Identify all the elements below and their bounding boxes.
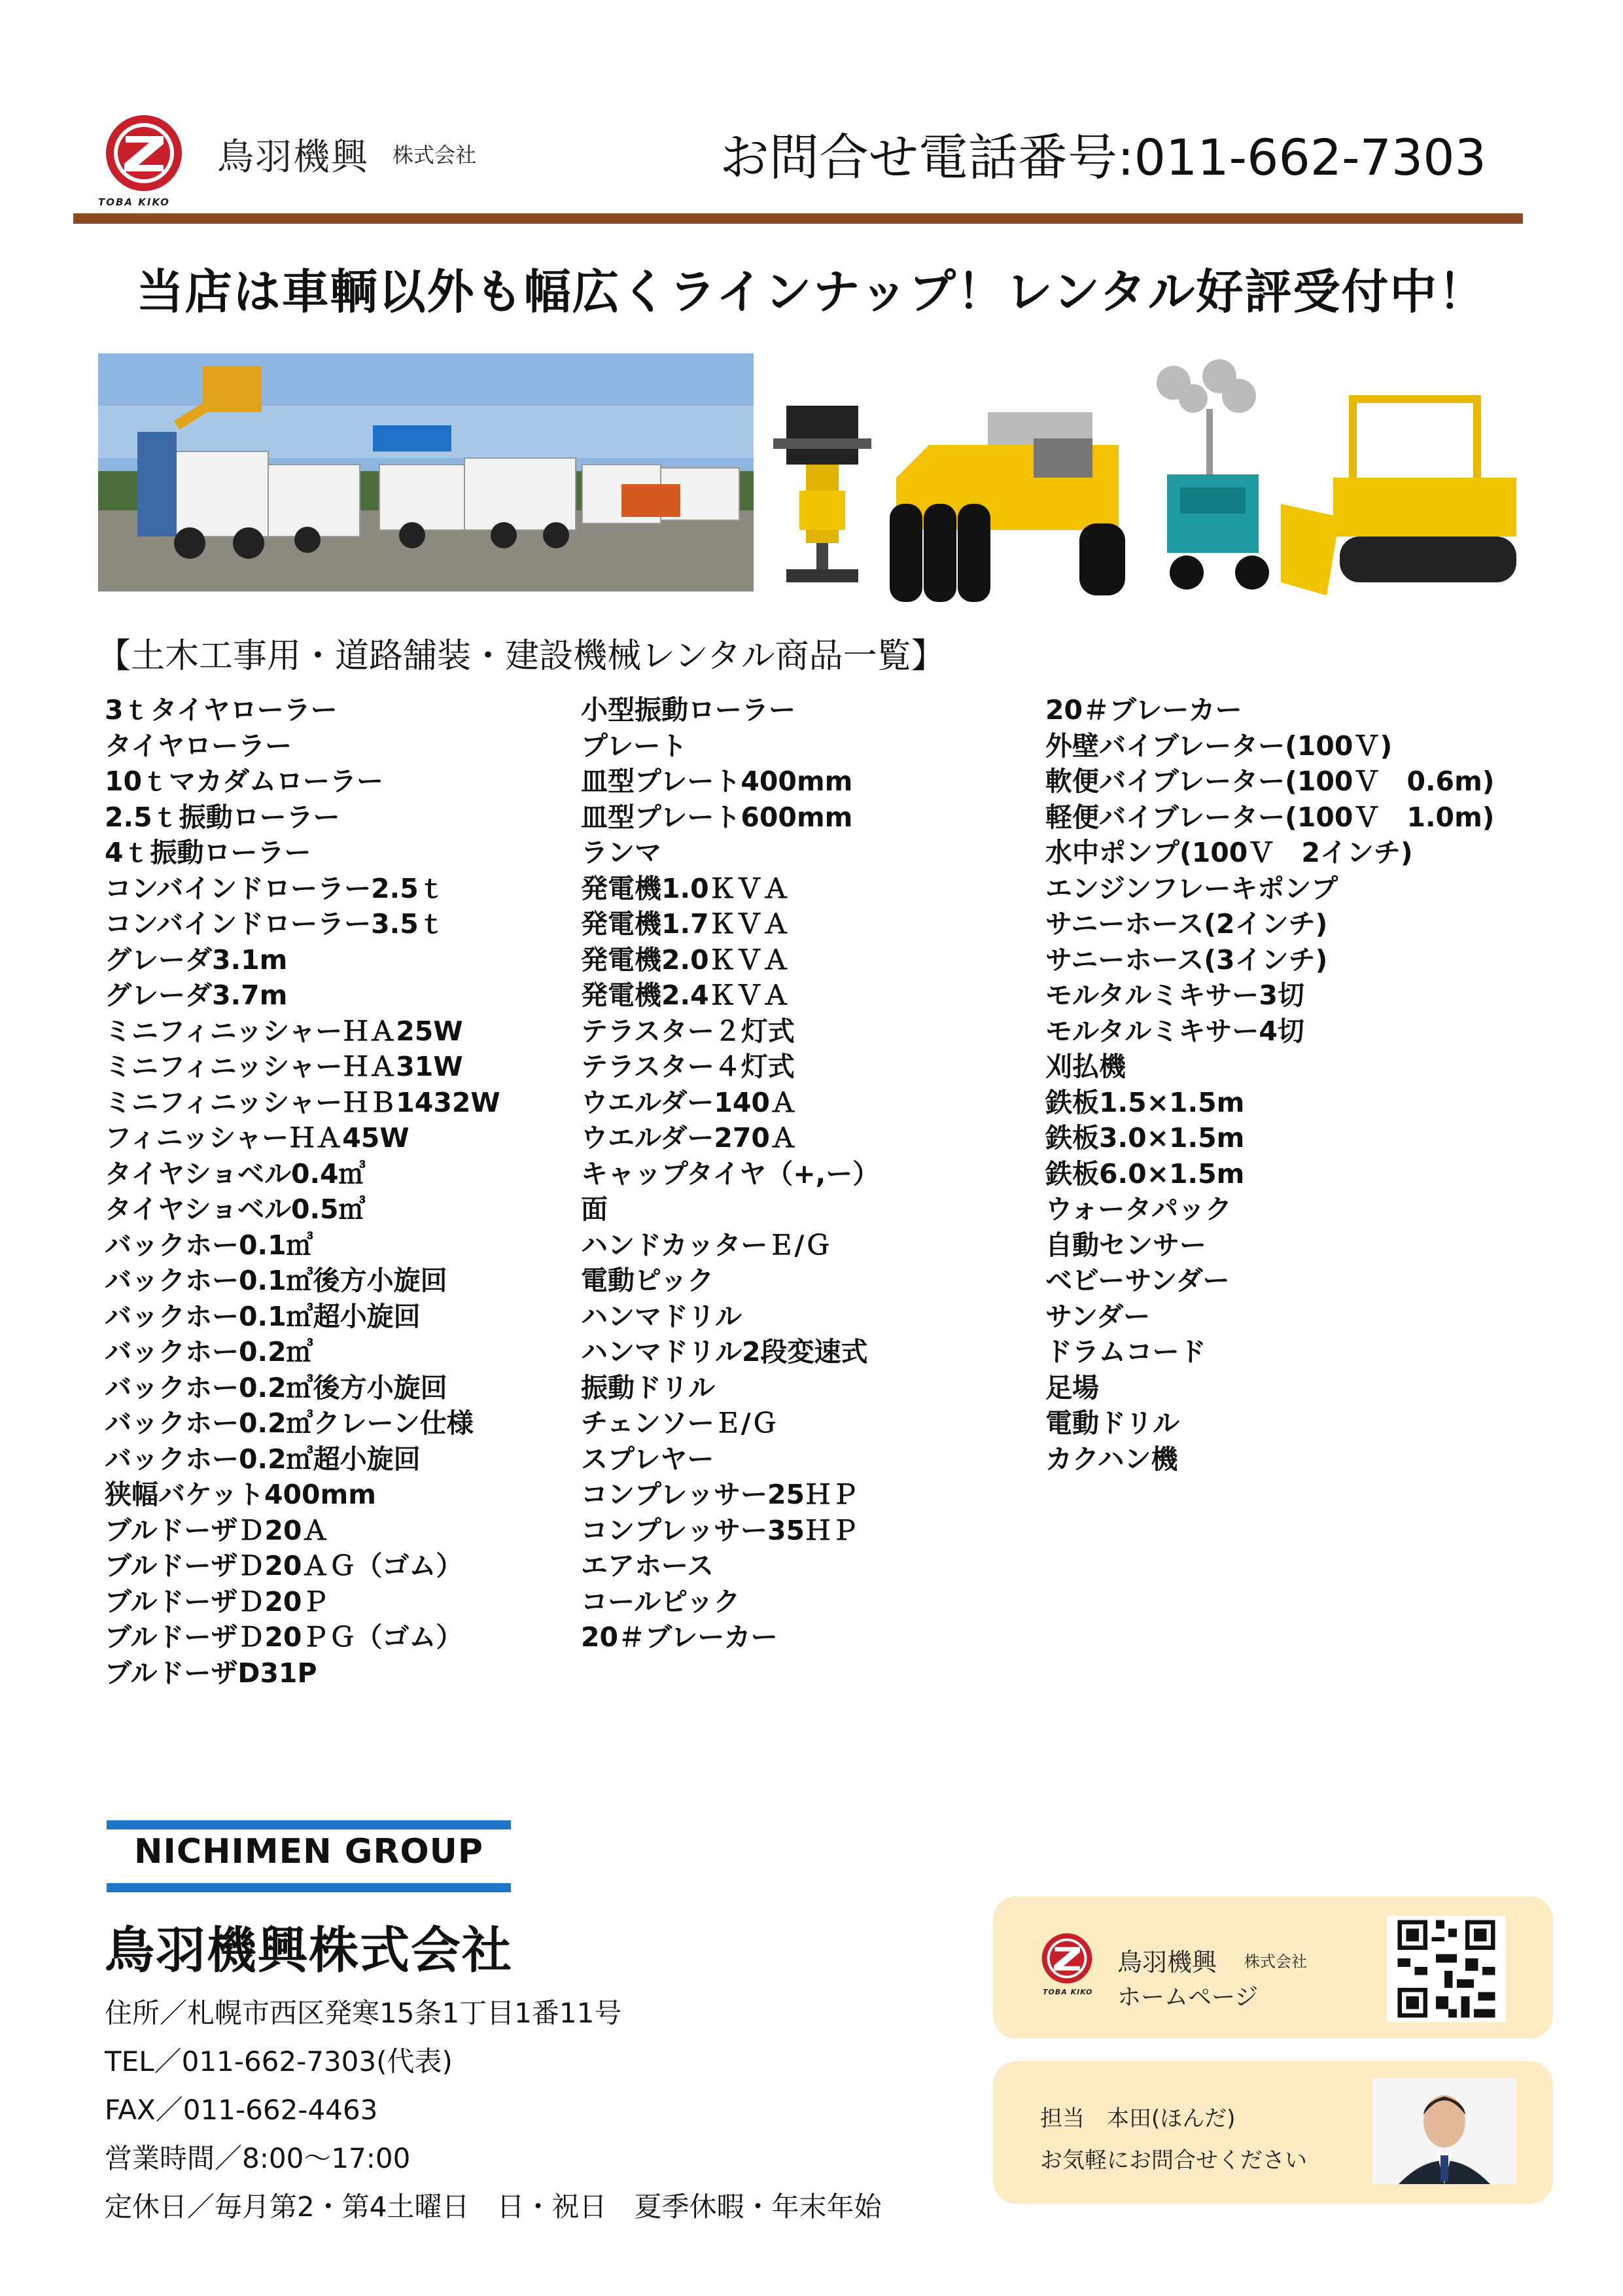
list-item: ハンマドリル2段変速式 <box>581 1336 868 1368</box>
bulldozer-photo <box>1281 386 1529 602</box>
list-item: コンプレッサー25ＨＰ <box>581 1479 859 1510</box>
staff-photo <box>1372 2078 1516 2184</box>
list-item: 軟便バイブレーター(100Ｖ 0.6m) <box>1045 766 1495 797</box>
list-item: グレーダ3.7m <box>105 980 288 1011</box>
list-item: スプレヤー <box>581 1443 714 1475</box>
list-item: ブルドーザD31P <box>105 1657 317 1689</box>
list-item: 足場 <box>1045 1371 1099 1404</box>
staff-name: 担当 本田(ほんだ) <box>1040 2106 1236 2132</box>
contact-info <box>105 1989 881 2231</box>
list-item: ドラムコード <box>1045 1336 1206 1368</box>
tel: TEL／011-662-7303(代表) <box>105 2045 453 2077</box>
list-item: 発電機2.0ＫＶＡ <box>581 944 790 976</box>
list-item: タイヤローラー <box>105 730 292 762</box>
list-item: テラスター２灯式 <box>581 1015 795 1047</box>
list-item: コールピック <box>581 1585 741 1617</box>
list-item: エンジンフレーキポンプ <box>1045 872 1338 904</box>
list-item: 鉄板3.0×1.5m <box>1045 1122 1245 1154</box>
list-item: ミニフィニッシャーＨＡ31W <box>105 1051 463 1082</box>
list-item: ハンドカッターＥ/Ｇ <box>581 1229 831 1261</box>
holidays: 定休日／毎月第2・第4土曜日 日・祝日 夏季休暇・年末年始 <box>105 2191 882 2223</box>
list-item: ブルドーザＤ20Ｐ <box>105 1585 329 1617</box>
list-item: 狭幅バケット400mm <box>105 1479 376 1510</box>
list-item: 2.5ｔ振動ローラー <box>105 801 340 833</box>
list-item: ウエルダー270Ａ <box>581 1122 797 1154</box>
list-item: 自動センサー <box>1045 1229 1206 1261</box>
list-item: 3ｔタイヤローラー <box>105 694 338 726</box>
contact-phone: お問合せ電話番号:011-662-7303 <box>720 128 1486 186</box>
list-item: 20＃ブレーカー <box>581 1621 778 1653</box>
list-item: エアホース <box>581 1550 714 1581</box>
list-item: コンバインドローラー2.5ｔ <box>105 872 445 904</box>
list-item: 外壁バイブレーター(100Ｖ) <box>1045 730 1393 762</box>
list-item: 20＃ブレーカー <box>1045 694 1242 726</box>
list-item: カクハン機 <box>1045 1443 1178 1475</box>
product-column-1 <box>105 692 500 1691</box>
logo-subtext: TOBA KIKO <box>98 196 170 208</box>
list-item: ブルドーザＤ20ＡＧ（ゴム） <box>105 1550 463 1581</box>
nichimen-group-logo <box>107 1820 511 1892</box>
list-item: ミニフィニッシャーＨＡ25W <box>105 1015 463 1047</box>
toba-kiko-logo-icon <box>1040 1932 1094 1985</box>
list-title: 【土木工事用・道路舗装・建設機械レンタル商品一覧】 <box>97 637 945 676</box>
list-item: バックホー0.1㎥超小旋回 <box>105 1300 421 1332</box>
list-item: バックホー0.2㎥ <box>105 1336 313 1368</box>
list-item: 皿型プレート400mm <box>581 766 853 797</box>
list-item: サニーホース(2インチ) <box>1045 908 1328 940</box>
rammer-photo <box>760 399 884 593</box>
light-tower-photo <box>1141 357 1285 599</box>
list-item: ミニフィニッシャーＨＢ1432W <box>105 1086 500 1118</box>
list-item: モルタルミキサー4切 <box>1045 1015 1304 1047</box>
qr-code-icon[interactable] <box>1387 1916 1506 2022</box>
list-item: コンプレッサー35ＨＰ <box>581 1514 859 1546</box>
staff-message: お気軽にお問合せください <box>1040 2147 1307 2174</box>
list-item: ブルドーザＤ20ＰＧ（ゴム） <box>105 1621 463 1653</box>
headline: 当店は車輌以外も幅広くラインナップ！レンタル好評受付中！ <box>136 264 1487 319</box>
list-item: 電動ドリル <box>1045 1407 1179 1439</box>
list-item: 鉄板1.5×1.5m <box>1045 1086 1245 1118</box>
list-item: バックホー0.2㎥クレーン仕様 <box>105 1407 474 1439</box>
list-item: 発電機1.7ＫＶＡ <box>581 908 790 940</box>
homepage-card[interactable] <box>993 1896 1553 2039</box>
list-item: プレート <box>581 730 688 762</box>
list-item: 面 <box>581 1193 608 1225</box>
product-column-2 <box>581 692 879 1655</box>
list-item: タイヤショベル0.5㎥ <box>105 1193 366 1225</box>
company-name: 鳥羽機興 <box>217 136 369 179</box>
staff-card <box>993 2061 1553 2204</box>
group-name: NICHIMEN GROUP <box>133 1832 484 1871</box>
list-item: バックホー0.1㎥後方小旋回 <box>105 1265 447 1296</box>
list-item: 鉄板6.0×1.5m <box>1045 1157 1245 1190</box>
list-item: サニーホース(3インチ) <box>1045 944 1328 976</box>
list-item: 10ｔマカダムローラー <box>105 766 384 797</box>
list-item: サンダー <box>1045 1300 1151 1332</box>
list-item: テラスター４灯式 <box>581 1051 795 1082</box>
list-item: コンバインドローラー3.5ｔ <box>105 908 445 940</box>
list-item: ブルドーザＤ20Ａ <box>105 1514 329 1546</box>
list-item: 振動ドリル <box>581 1371 715 1404</box>
list-item: タイヤショベル0.4㎥ <box>105 1157 366 1190</box>
list-item: バックホー0.1㎥ <box>105 1229 313 1261</box>
list-item: チェンソーＥ/Ｇ <box>581 1407 778 1439</box>
list-item: 小型振動ローラー <box>581 694 795 726</box>
company-suffix: 株式会社 <box>393 143 477 168</box>
list-item: 電動ピック <box>581 1265 714 1296</box>
list-item: フィニッシャーＨＡ45W <box>105 1122 410 1154</box>
list-item: ベビーサンダー <box>1045 1265 1230 1296</box>
list-item: 皿型プレート600mm <box>581 801 853 833</box>
list-item: 発電機1.0ＫＶＡ <box>581 872 790 904</box>
list-item: ランマ <box>581 837 661 868</box>
list-item: ハンマドリル <box>581 1300 742 1332</box>
footer-company-name: 鳥羽機興株式会社 <box>105 1921 513 1979</box>
tire-roller-photo <box>883 399 1138 609</box>
list-item: グレーダ3.1m <box>105 944 288 976</box>
list-item: キャップタイヤ（+,ー） <box>581 1157 880 1190</box>
list-item: モルタルミキサー3切 <box>1045 980 1304 1011</box>
list-item: ウォータパック <box>1045 1193 1232 1225</box>
trucks-photo <box>98 353 754 592</box>
list-item: バックホー0.2㎥後方小旋回 <box>105 1371 447 1404</box>
card-company-suffix: 株式会社 <box>1244 1952 1307 1971</box>
business-hours: 営業時間／8:00～17:00 <box>105 2142 411 2174</box>
card-company-name: 鳥羽機興 <box>1117 1948 1217 1977</box>
logo-subtext: TOBA KIKO <box>1043 1988 1093 1996</box>
address: 住所／札幌市西区発寒15条1丁目1番11号 <box>105 1997 622 2029</box>
list-item: 4ｔ振動ローラー <box>105 837 311 868</box>
list-item: ウエルダー140Ａ <box>581 1086 797 1118</box>
product-column-3 <box>1045 692 1495 1477</box>
header-divider <box>73 213 1523 224</box>
toba-kiko-logo-icon <box>103 113 184 194</box>
list-item: 刈払機 <box>1045 1051 1126 1082</box>
list-item: 水中ポンプ(100Ｖ 2インチ) <box>1045 837 1413 868</box>
list-item: 発電機2.4ＫＶＡ <box>581 980 790 1011</box>
homepage-label: ホームページ <box>1117 1984 1259 2011</box>
fax: FAX／011-662-4463 <box>105 2094 378 2126</box>
list-item: バックホー0.2㎥超小旋回 <box>105 1443 421 1475</box>
list-item: 軽便バイブレーター(100Ｖ 1.0m) <box>1045 801 1495 833</box>
